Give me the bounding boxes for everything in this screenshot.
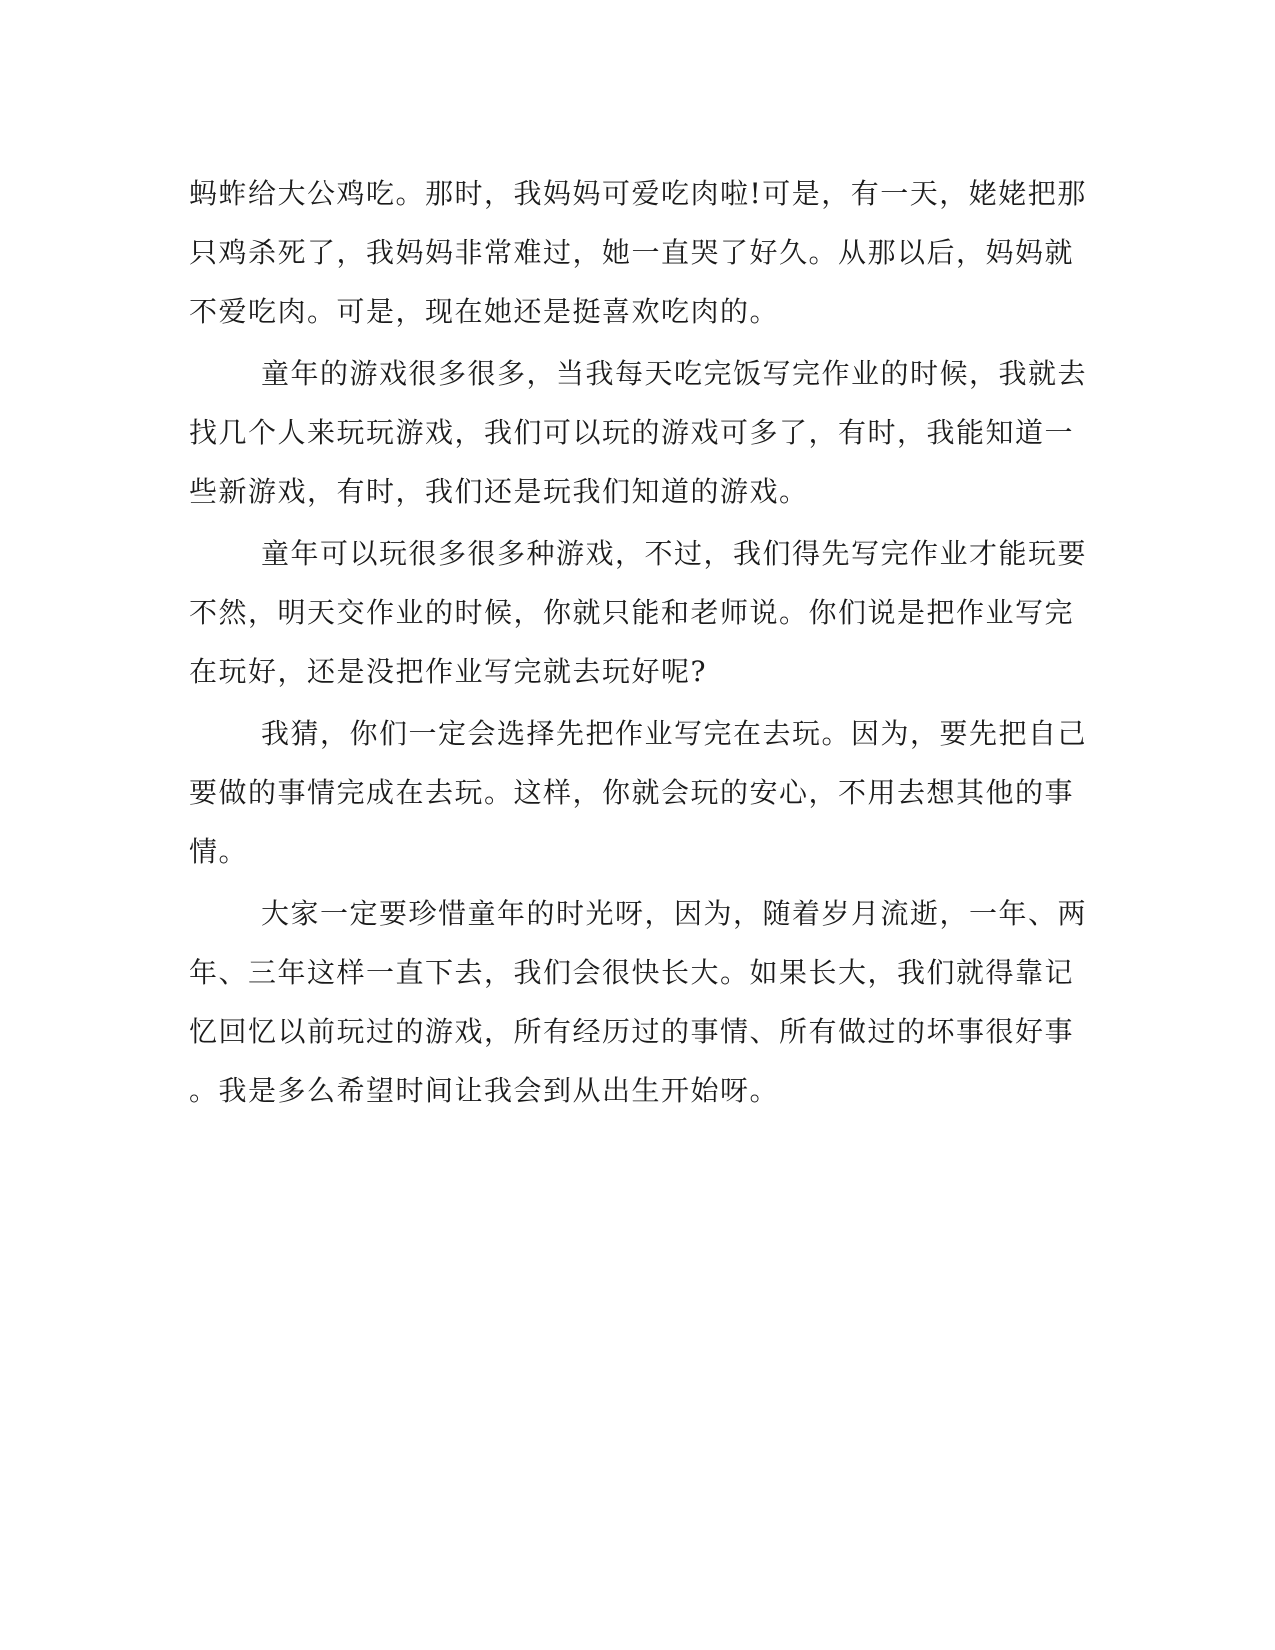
document-body [189, 164, 1088, 1120]
paragraph-line: 些新游戏，有时，我们还是玩我们知道的游戏。 [189, 475, 809, 508]
paragraph-1 [189, 164, 1087, 341]
paragraph-line: 找几个人来玩玩游戏，我们可以玩的游戏可多了，有时，我能知道一 [189, 416, 1075, 449]
paragraph-line: 。我是多么希望时间让我会到从出生开始呀。 [189, 1074, 780, 1107]
paragraph-line: 只鸡杀死了，我妈妈非常难过，她一直哭了好久。从那以后，妈妈就 [189, 236, 1075, 269]
paragraph-line: 年、三年这样一直下去，我们会很快长大。如果长大，我们就得靠记 [189, 956, 1075, 989]
paragraph-line: 不爱吃肉。可是，现在她还是挺喜欢吃肉的。 [189, 295, 780, 328]
paragraph-2 [189, 344, 1088, 521]
paragraph-4 [189, 704, 1088, 881]
paragraph-3 [189, 524, 1088, 701]
paragraph-line: 情。 [189, 835, 249, 868]
paragraph-line: 童年可以玩很多很多种游戏，不过，我们得先写完作业才能玩要 [261, 537, 1088, 570]
paragraph-line: 要做的事情完成在去玩。这样，你就会玩的安心，不用去想其他的事 [189, 776, 1075, 809]
paragraph-line: 大家一定要珍惜童年的时光呀，因为，随着岁月流逝，一年、两 [261, 897, 1088, 930]
paragraph-line: 在玩好，还是没把作业写完就去玩好呢? [189, 655, 708, 688]
paragraph-line: 不然，明天交作业的时候，你就只能和老师说。你们说是把作业写完 [189, 596, 1075, 629]
paragraph-line: 童年的游戏很多很多，当我每天吃完饭写完作业的时候，我就去 [261, 357, 1088, 390]
paragraph-5 [189, 884, 1088, 1120]
paragraph-line: 蚂蚱给大公鸡吃。那时，我妈妈可爱吃肉啦!可是，有一天，姥姥把那 [189, 177, 1087, 210]
paragraph-line: 忆回忆以前玩过的游戏，所有经历过的事情、所有做过的坏事很好事 [189, 1015, 1075, 1048]
paragraph-line: 我猜，你们一定会选择先把作业写完在去玩。因为，要先把自己 [261, 717, 1088, 750]
